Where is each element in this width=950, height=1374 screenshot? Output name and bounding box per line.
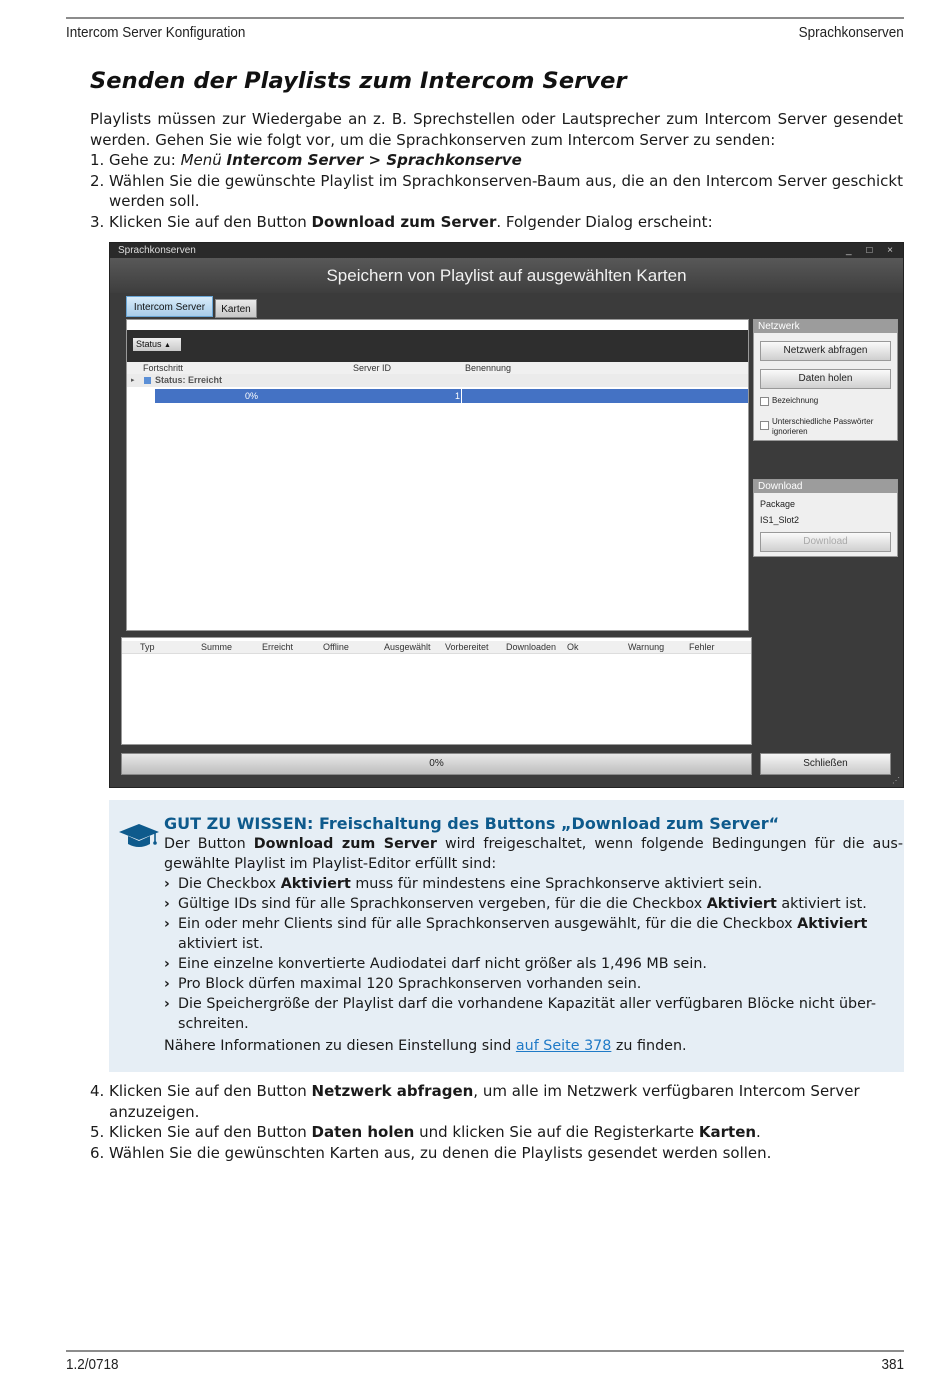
- col-progress[interactable]: Fortschritt: [143, 363, 184, 373]
- table-row[interactable]: [155, 389, 748, 403]
- bullet-text: Die Speichergröße der Playlist darf die vorhandene Kapazität aller verfügbaren Blöcke nicht über- schreiten.: [178, 996, 877, 1032]
- info-lead: [164, 834, 903, 874]
- step-number: 2.: [90, 171, 105, 190]
- label-checkbox[interactable]: [760, 397, 769, 406]
- group-row[interactable]: [127, 374, 748, 387]
- step-1: [90, 150, 903, 171]
- page-link[interactable]: auf Seite 378: [515, 1038, 612, 1054]
- chevron-right-icon: ›: [164, 976, 170, 992]
- col-ausgewaehlt[interactable]: Ausgewählt: [384, 642, 431, 652]
- close-button[interactable]: Schließen: [760, 753, 891, 775]
- summary-column-headers: [122, 641, 751, 654]
- grid-header: [127, 330, 748, 374]
- bullet-bold: Aktiviert: [280, 876, 351, 892]
- download-header: Download: [754, 480, 897, 493]
- col-ok[interactable]: Ok: [567, 642, 579, 652]
- query-network-button[interactable]: Netzwerk abfragen: [760, 341, 891, 361]
- info-box: [109, 800, 904, 1072]
- col-typ[interactable]: Typ: [140, 642, 155, 652]
- step-text: Wählen Sie die gewünschten Karten aus, zu denen die Playlists gesendet werden sollen.: [109, 1143, 772, 1162]
- step-6: [90, 1143, 903, 1164]
- col-erreicht[interactable]: Erreicht: [262, 642, 294, 652]
- col-server-id[interactable]: Server ID: [353, 363, 392, 373]
- col-vorbereitet[interactable]: Vorbereitet: [445, 642, 489, 652]
- header-section: Sprachkonserven: [798, 24, 904, 41]
- step-5: [90, 1122, 903, 1143]
- steps-list-a: [90, 150, 903, 232]
- chevron-right-icon: ›: [164, 956, 170, 972]
- server-grid: [126, 319, 749, 631]
- info-body: [164, 834, 903, 1034]
- button-ref: Daten holen: [311, 1123, 415, 1141]
- network-panel: [753, 319, 898, 441]
- page-title: Senden der Playlists zum Intercom Server: [90, 68, 627, 94]
- status-group-button[interactable]: [133, 338, 181, 351]
- menu-path: Intercom Server > Sprachkonserve: [226, 151, 522, 169]
- bullet-text: Pro Block dürfen maximal 120 Sprachkonserven vorhanden sein.: [178, 976, 642, 992]
- overall-progress-bar: 0%: [121, 753, 752, 775]
- col-summe[interactable]: Summe: [201, 642, 233, 652]
- row-server-id: 1: [455, 391, 461, 401]
- chevron-right-icon: ›: [164, 876, 170, 892]
- chevron-right-icon: ›: [164, 916, 170, 932]
- dialog-titlebar: Sprachkonserven: [110, 243, 903, 258]
- download-panel: [753, 479, 898, 557]
- package-label: Package: [760, 499, 796, 509]
- chevron-right-icon: ›: [164, 996, 170, 1012]
- summary-grid: [121, 637, 752, 745]
- status-label: Status: [136, 339, 162, 349]
- step-text: , um alle im Netzwerk verfügbaren Intercom Server anzuzeigen.: [109, 1082, 860, 1121]
- header-rule: [66, 17, 904, 19]
- step-3: [90, 212, 903, 233]
- cell-divider: [461, 389, 462, 403]
- more-text: Nähere Informationen zu diesen Einstellung sind: [164, 1038, 516, 1054]
- step-text: Klicken Sie auf den Button: [109, 1123, 312, 1141]
- col-downloaden[interactable]: Downloaden: [506, 642, 557, 652]
- info-more: [164, 1038, 687, 1054]
- download-button[interactable]: Download: [760, 532, 891, 552]
- chevron-right-icon: ›: [164, 896, 170, 912]
- more-text: zu finden.: [611, 1038, 687, 1054]
- info-bullet: [164, 974, 903, 994]
- info-title: GUT ZU WISSEN: Freischaltung des Buttons „Download zum Server“: [164, 814, 780, 833]
- step-text: und klicken Sie auf die Registerkarte: [414, 1123, 699, 1141]
- col-warnung[interactable]: Warnung: [628, 642, 665, 652]
- menu-label: Menü: [180, 151, 222, 169]
- step-text: Klicken Sie auf den Button: [109, 1082, 312, 1100]
- package-value: IS1_Slot2: [760, 515, 800, 525]
- fetch-data-button[interactable]: Daten holen: [760, 369, 891, 389]
- info-bullet: [164, 954, 903, 974]
- ignore-passwords-checkbox[interactable]: [760, 421, 769, 430]
- network-header: Netzwerk: [754, 320, 897, 333]
- step-4: [90, 1081, 903, 1122]
- collapse-box-icon[interactable]: [144, 377, 151, 384]
- graduation-cap-icon: [117, 820, 161, 850]
- step-number: 5.: [90, 1123, 105, 1141]
- bullet-text: Eine einzelne konvertierte Audiodatei darf nicht größer als 1,496 MB sein.: [178, 956, 707, 972]
- dialog-screenshot: [109, 242, 904, 788]
- intro-block: [90, 109, 903, 232]
- step-number: 1.: [90, 151, 105, 169]
- label-checkbox-text: Bezeichnung: [772, 396, 819, 405]
- info-lead-text: Der Button: [164, 836, 254, 852]
- step-number: 4.: [90, 1082, 105, 1100]
- tab-intercom-server[interactable]: Intercom Server: [126, 296, 213, 317]
- bullet-bold: Aktiviert: [706, 896, 777, 912]
- ignore-passwords-text: Unterschiedliche Passwörter ignorieren: [772, 417, 874, 436]
- footer-version: 1.2/0718: [66, 1356, 119, 1373]
- info-bullet: [164, 874, 903, 894]
- tab-ref: Karten: [698, 1123, 757, 1141]
- info-bullet: [164, 894, 903, 914]
- col-fehler[interactable]: Fehler: [689, 642, 715, 652]
- column-headers: [127, 362, 748, 374]
- col-offline[interactable]: Offline: [323, 642, 349, 652]
- step-text: Wählen Sie die gewünschte Playlist im Sprachkonserven-Baum aus, die an den Intercom Server geschickt werden soll.: [109, 171, 903, 210]
- dialog-heading: Speichern von Playlist auf ausgewählten Karten: [110, 258, 903, 293]
- step-text: Klicken Sie auf den Button: [109, 212, 312, 231]
- step-text: .: [756, 1123, 761, 1141]
- page-number: 381: [881, 1356, 904, 1373]
- intro-paragraph: Playlists müssen zur Wiedergabe an z. B. Sprechstellen oder Lautsprecher zum Intercom Server gesendet werden. Gehen Sie wie folgt vor, um die Sprachkonserven zum Intercom Server zu senden:: [90, 110, 903, 149]
- step-number: 3.: [90, 212, 105, 231]
- window-controls[interactable]: _ □ ×: [846, 245, 899, 256]
- bullet-text: Gültige IDs sind für alle Sprachkonserven vergeben, für die die Checkbox: [178, 896, 707, 912]
- bullet-bold: Aktiviert: [797, 916, 868, 932]
- steps-list-b: [90, 1081, 903, 1163]
- info-bullet: [164, 994, 903, 1034]
- header-chapter: Intercom Server Konfiguration: [66, 24, 246, 41]
- info-bullet: [164, 914, 903, 954]
- bullet-text: muss für mindestens eine Sprachkonserve aktiviert sein.: [350, 876, 763, 892]
- info-lead-text: wird freigeschaltet, wenn folgende Bedingungen für die aus- gewählte Playlist im Playlist-Editor erfüllt sind:: [164, 836, 903, 872]
- sort-up-icon: ▲: [164, 342, 171, 349]
- bullet-text: aktiviert ist.: [776, 896, 867, 912]
- row-progress: 0%: [245, 391, 259, 401]
- group-label: Status: Erreicht: [155, 375, 223, 385]
- button-ref: Download zum Server: [253, 836, 437, 852]
- bullet-text: Ein oder mehr Clients sind für alle Sprachkonserven ausgewählt, für die die Checkbox: [178, 916, 798, 932]
- footer-rule: [66, 1350, 904, 1352]
- tab-karten[interactable]: Karten: [215, 299, 257, 318]
- steps-block-b: [90, 1081, 903, 1163]
- step-text: . Folgender Dialog erscheint:: [496, 212, 713, 231]
- step-number: 6.: [90, 1143, 105, 1162]
- bullet-text: Die Checkbox: [178, 876, 281, 892]
- step-2: [90, 171, 903, 212]
- col-name[interactable]: Benennung: [465, 363, 512, 373]
- button-ref: Netzwerk abfragen: [311, 1082, 474, 1100]
- bullet-text: aktiviert ist.: [178, 936, 264, 952]
- button-ref: Download zum Server: [311, 212, 497, 231]
- step-text: Gehe zu:: [109, 151, 181, 169]
- resize-grip-icon[interactable]: ⋰: [892, 776, 900, 785]
- expand-arrow-icon[interactable]: ▸: [131, 377, 135, 384]
